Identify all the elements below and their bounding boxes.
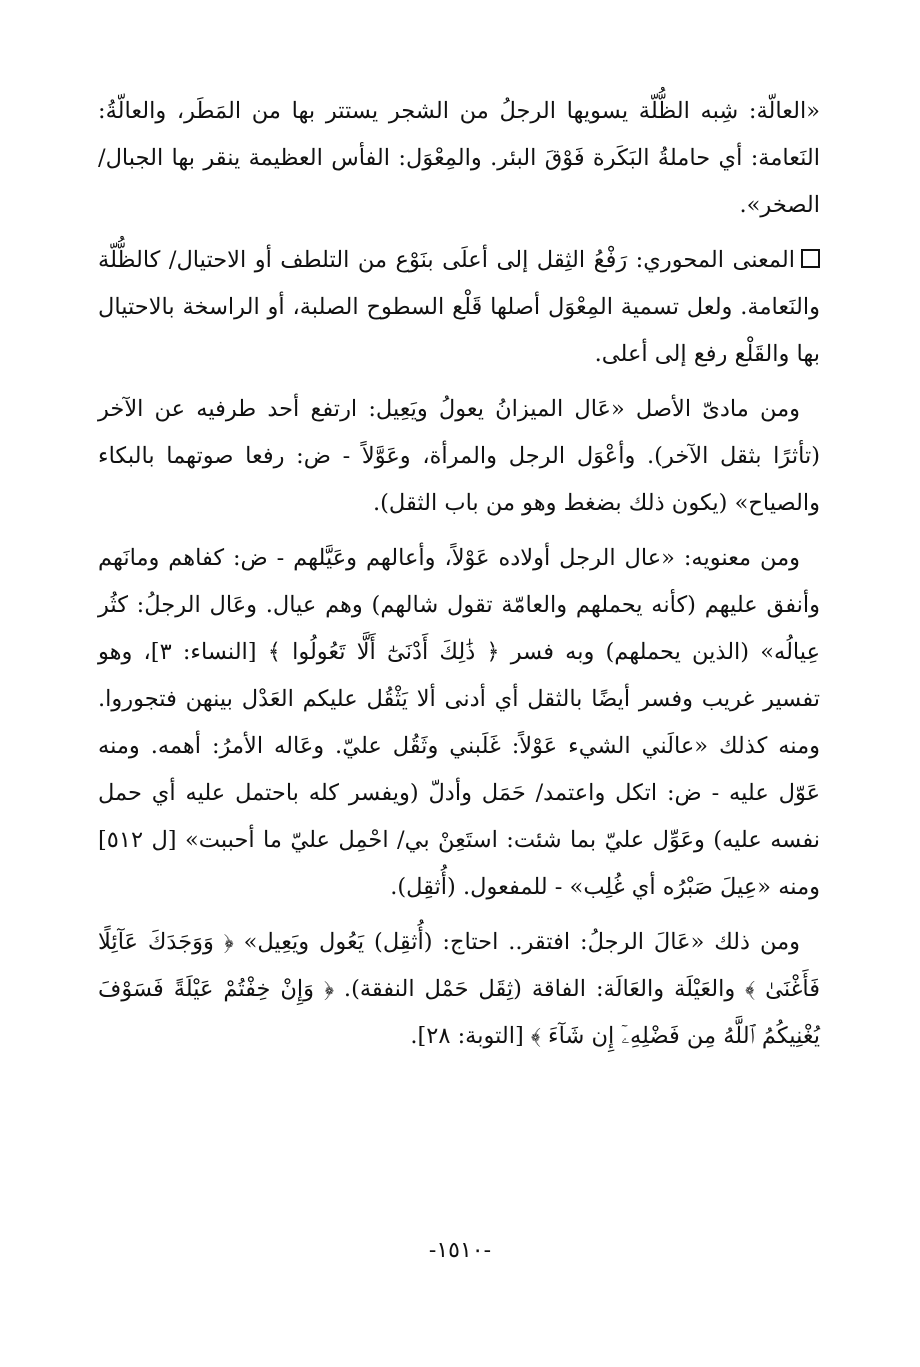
paragraph-text: ومن معنويه: «عال الرجل أولاده عَوْلاً، وأعالهم وعَيَّلهم - ض: كفاهم ومانَهم وأنفق عليهم (كأنه يحملهم والعامّة تقول شالهم) وهم عيال. وعَال الرجلُ: كثُر عِيالُه» (الذين يحملهم) وبه فسر ﴿ ذَٰلِكَ أَدْنَىٰٓ أَلَّا تَعُولُوا ﴾ [النساء: ٣]، وهو تفسير غريب وفسر أيضًا بالثقل أي أدنى ألا يَثْقُل عليكم العَدْل بينهن فتجوروا. ومنه كذلك «عالَني الشيء عَوْلاً: غَلَبني وثَقُل عليّ. وعَاله الأمرُ: أهمه. ومنه عَوّل عليه - ض: اتكل واعتمد/ حَمَل وأدلّ (ويفسر كله باحتمل عليه أي حمل نفسه عليه) وعَوِّل عليّ بما شئت: استَعِنْ بي/ احْمِل عليّ ما أحببت» [ل ٥١٢] ومنه «عِيلَ صَبْرُه أي غُلِب» - للمفعول. (أُثقِل). [98, 545, 820, 900]
paragraph-text: «العالّة: شِبه الظُّلّة يسويها الرجلُ من الشجر يستتر بها من المَطَر، والعالّةُ: النَعامة: أي حاملةُ البَكَرة فَوْقَ البئر. والمِعْوَل: الفأس العظيمة ينقر بها الجبال/ الصخر». [98, 98, 820, 218]
paragraph-definitions [98, 88, 820, 229]
paragraph-text: ومن ذلك «عَالَ الرجلُ: افتقر.. احتاج: (أُثقِل) يَعُول ويَعِيل» ﴿ وَوَجَدَكَ عَآئِلًا فَأَغْنَىٰ ﴾ والعَيْلَة والعَالَة: الفاقة (ثِقَل حَمْل النفقة). ﴿ وَإِنْ خِفْتُمْ عَيْلَةً فَسَوْفَ يُغْنِيكُمُ ٱللَّهُ مِن فَضْلِهِۦٓ إِن شَآءَ ﴾ [التوبة: ٢٨]. [98, 929, 820, 1049]
page-body [98, 88, 820, 1068]
paragraph-poverty-sense [98, 919, 820, 1060]
paragraph-material-sense [98, 386, 820, 527]
paragraph-text: ومن مادىّ الأصل «عَال الميزانُ يعولُ ويَعِيل: ارتفع أحد طرفيه عن الآخر (تأثرًا بثقل الآخر). وأعْوَل الرجل والمرأة، وعَوَّلاً - ض: رفعا صوتهما بالبكاء والصياح» (يكون ذلك بضغط وهو من باب الثقل). [98, 396, 820, 516]
page-number: -١٥١٠- [428, 1238, 492, 1263]
paragraph-core-meaning [98, 237, 820, 378]
paragraph-text: المعنى المحوري: رَفْعُ الثِقل إلى أعلَى بنَوْع من التلطف أو الاحتيال/ كالظُّلّة والنَعامة. ولعل تسمية المِعْوَل أصلها قَلْع السطوح الصلبة، أو الراسخة بالاحتيال بها والقَلْع رفع إلى أعلى. [98, 247, 820, 367]
paragraph-abstract-sense [98, 535, 820, 911]
square-bullet-icon [801, 249, 820, 268]
